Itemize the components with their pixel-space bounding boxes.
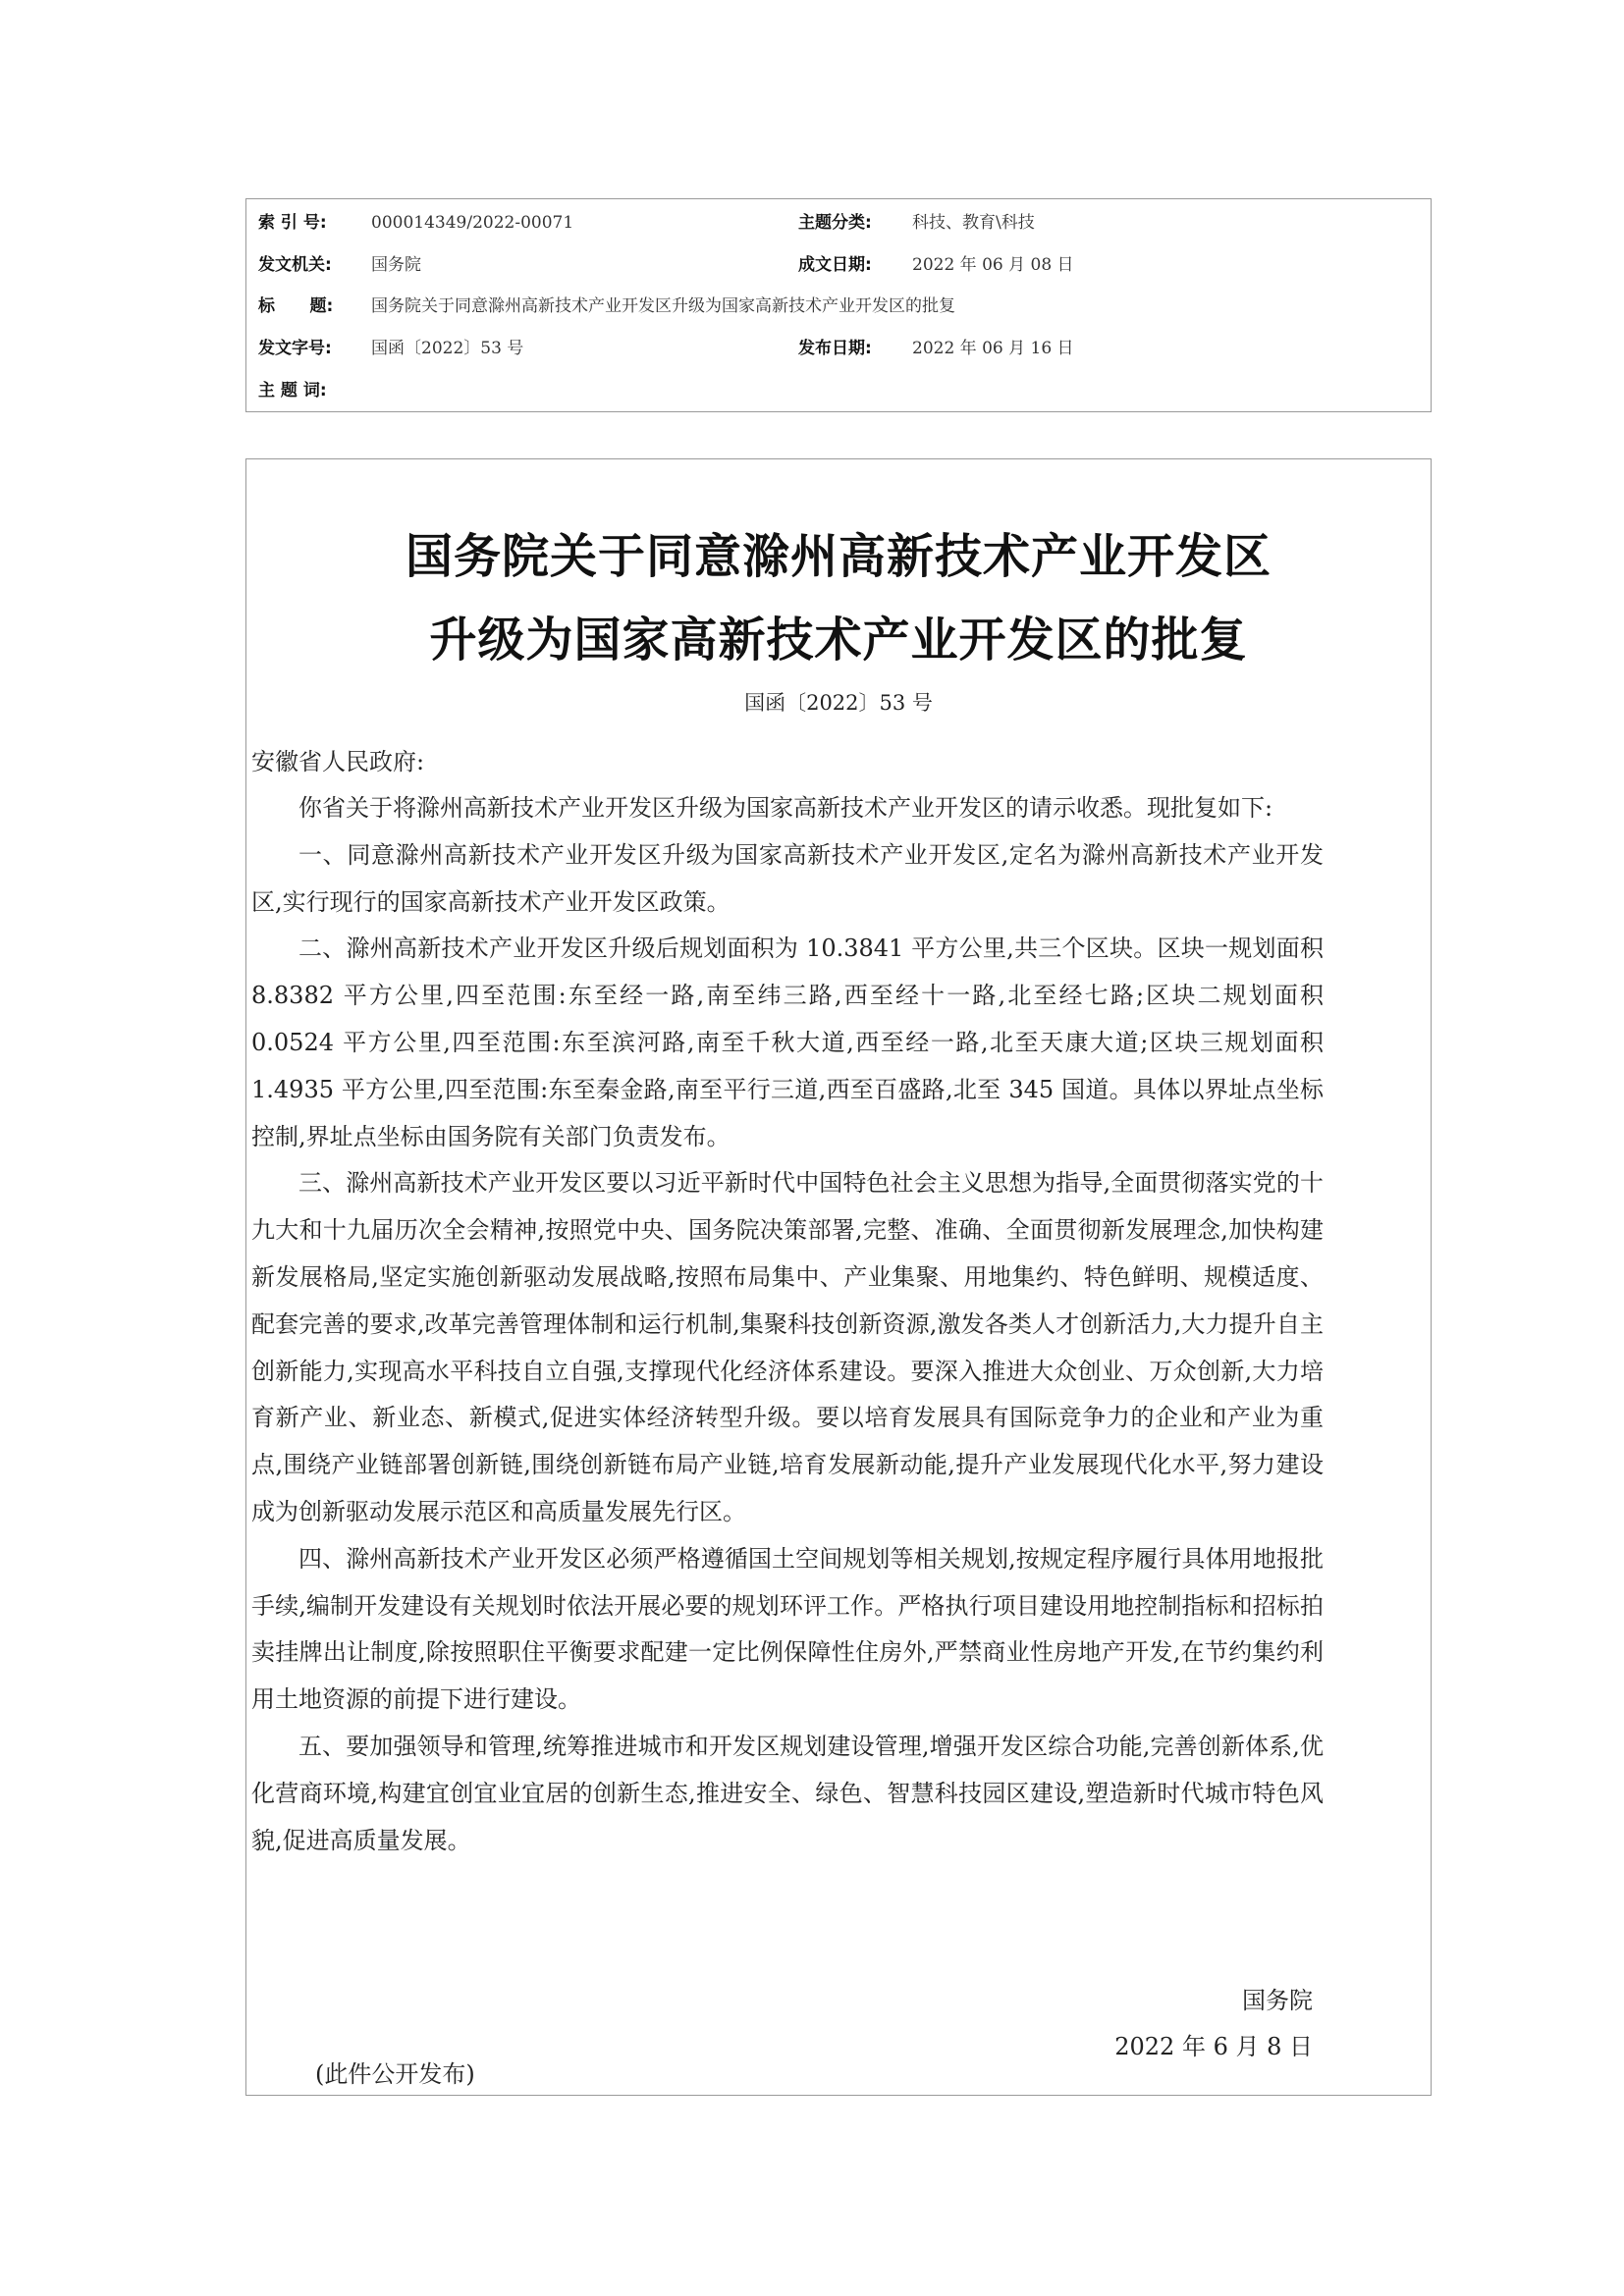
written-date-label: 成文日期: [798,255,872,275]
index-label: 索 引 号: [258,213,327,233]
document-number: 国函〔2022〕53 号 [744,691,933,715]
publish-date-value: 2022 年 06 月 16 日 [912,339,1074,358]
meta-row-keywords [246,376,1431,405]
paragraph-intro: 你省关于将滁州高新技术产业开发区升级为国家高新技术产业开发区的请示收悉。现批复如下: [298,794,1273,822]
title-label: 标 题: [258,296,334,316]
index-value: 000014349/2022-00071 [371,213,574,233]
release-note: (此件公开发布) [315,2060,475,2088]
doc-number-label: 发文字号: [258,339,332,358]
paragraph-2: 二、滁州高新技术产业开发区升级后规划面积为 10.3841 平方公里,共三个区块。区块一规划面积 8.8382 平方公里,四至范围:东至经一路,南至纬三路,西至经十一路,北至经七路;区块二规划面积 0.0524 平方公里,四至范围:东至滨河路,南至千秋大道,西至经一路,北至天康大道;区块三规划面积 1.4935 平方公里,四至范围:东至秦金路,南至平行三道,西至百盛路,北至 345 国道。具体以界址点坐标控制,界址点坐标由国务院有关部门负责发布。 [251,934,1324,1150]
document-text [251,785,1324,1864]
topic-value: 科技、教育\科技 [912,213,1035,233]
keywords-label: 主 题 词: [258,381,327,400]
written-date-value: 2022 年 06 月 08 日 [912,255,1074,275]
publish-date-label: 发布日期: [798,339,872,358]
document-title-line-1: 国务院关于同意滁州高新技术产业开发区 [405,529,1272,584]
issuer-value: 国务院 [371,255,421,275]
topic-label: 主题分类: [798,213,872,233]
meta-row-index [246,208,1431,238]
metadata-table [245,198,1432,412]
signature-date: 2022 年 6 月 8 日 [1114,2033,1313,2060]
document-body [245,458,1432,2096]
paragraph-5: 五、要加强领导和管理,统筹推进城市和开发区规划建设管理,增强开发区综合功能,完善创新体系,优化营商环境,构建宜创宜业宜居的创新生态,推进安全、绿色、智慧科技园区建设,塑造新时代城市特色风貌,促进高质量发展。 [251,1732,1324,1854]
title-value: 国务院关于同意滁州高新技术产业开发区升级为国家高新技术产业开发区的批复 [371,296,955,316]
meta-row-issuer [246,250,1431,280]
signature-block [1114,1978,1313,2070]
signature-org: 国务院 [1242,1987,1313,2014]
meta-row-title [246,292,1431,321]
issuer-label: 发文机关: [258,255,332,275]
document-title-line-2: 升级为国家高新技术产业开发区的批复 [429,613,1248,667]
paragraph-4: 四、滁州高新技术产业开发区必须严格遵循国土空间规划等相关规划,按规定程序履行具体用地报批手续,编制开发建设有关规划时依法开展必要的规划环评工作。严格执行项目建设用地控制指标和招标拍卖挂牌出让制度,除按照职住平衡要求配建一定比例保障性住房外,严禁商业性房地产开发,在节约集约利用土地资源的前提下进行建设。 [251,1544,1324,1714]
doc-number-value: 国函〔2022〕53 号 [371,339,524,358]
meta-row-doc-number [246,334,1431,363]
paragraph-3: 三、滁州高新技术产业开发区要以习近平新时代中国特色社会主义思想为指导,全面贯彻落实党的十九大和十九届历次全会精神,按照党中央、国务院决策部署,完整、准确、全面贯彻新发展理念,加快构建新发展格局,坚定实施创新驱动发展战略,按照布局集中、产业集聚、用地集约、特色鲜明、规模适度、配套完善的要求,改革完善管理体制和运行机制,集聚科技创新资源,激发各类人才创新活力,大力提升自主创新能力,实现高水平科技自立自强,支撑现代化经济体系建设。要深入推进大众创业、万众创新,大力培育新产业、新业态、新模式,促进实体经济转型升级。要以培育发展具有国际竞争力的企业和产业为重点,围绕产业链部署创新链,围绕创新链布局产业链,培育发展新动能,提升产业发展现代化水平,努力建设成为创新驱动发展示范区和高质量发展先行区。 [251,1169,1324,1525]
paragraph-1: 一、同意滁州高新技术产业开发区升级为国家高新技术产业开发区,定名为滁州高新技术产业开发区,实行现行的国家高新技术产业开发区政策。 [251,840,1324,916]
addressee: 安徽省人民政府: [251,748,425,775]
